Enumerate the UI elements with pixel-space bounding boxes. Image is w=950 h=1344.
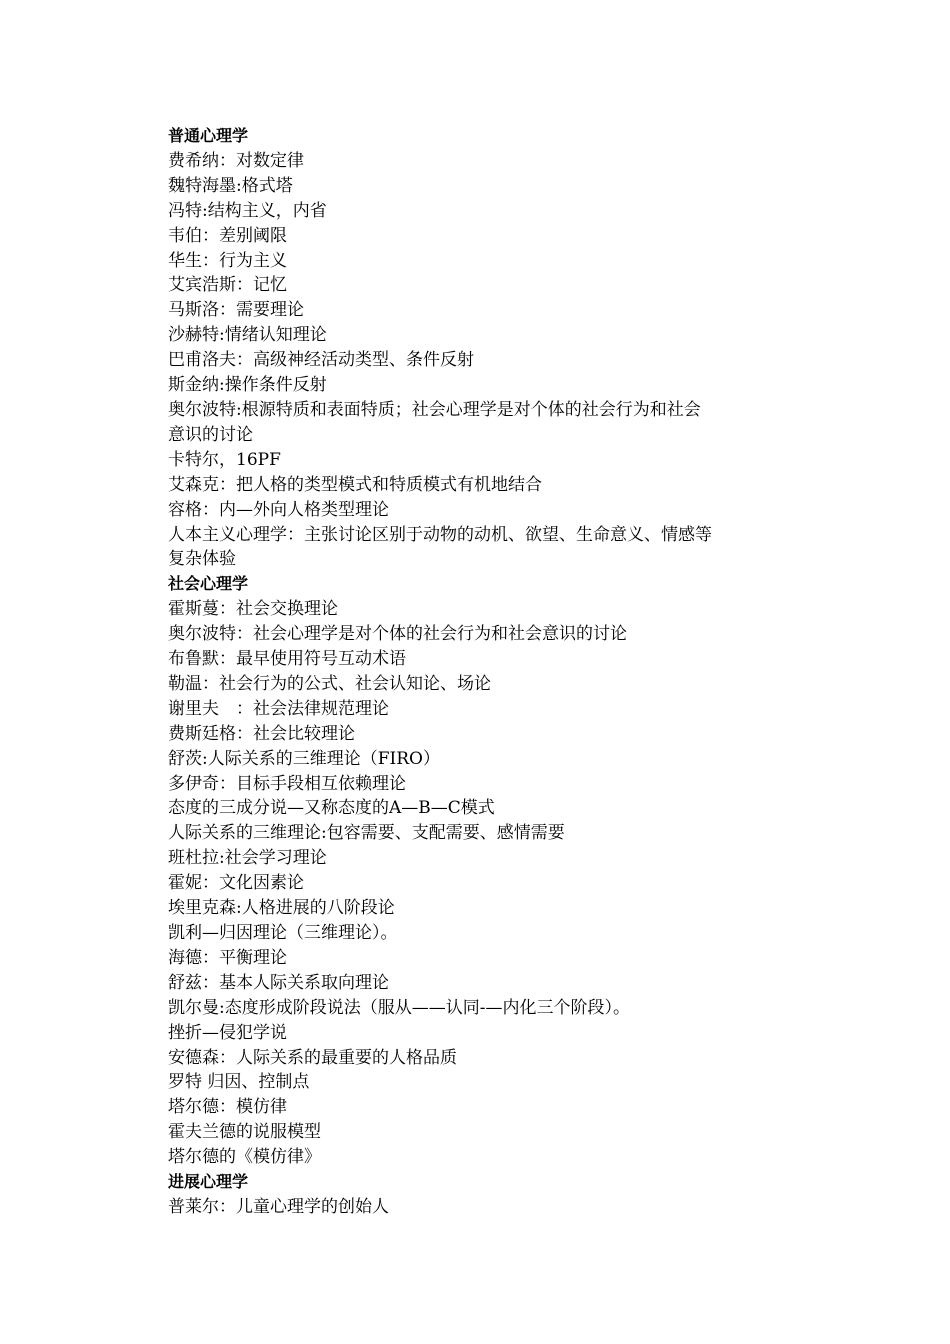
text-line: 罗特 归因、控制点	[168, 1072, 310, 1093]
text-line: 普莱尔：儿童心理学的创始人	[168, 1196, 389, 1217]
text-line: 意识的讨论	[168, 424, 253, 445]
text-line: 谢里夫 ：社会法律规范理论	[168, 698, 389, 719]
text-line: 沙赫特:情绪认知理论	[168, 325, 327, 346]
text-line: 韦伯：差别阈限	[168, 225, 287, 246]
text-line: 霍妮：文化因素论	[168, 873, 304, 894]
text-line: 巴甫洛夫：高级神经活动类型、条件反射	[168, 350, 474, 371]
text-line: 魏特海墨:格式塔	[168, 175, 293, 196]
text-line: 艾森克：把人格的类型模式和特质模式有机地结合	[168, 474, 542, 495]
text-line: 布鲁默：最早使用符号互动术语	[168, 649, 406, 670]
section-heading: 进展心理学	[168, 1172, 249, 1192]
text-line: 态度的三成分说—又称态度的A—B—C模式	[168, 798, 495, 819]
text-line: 费希纳：对数定律	[168, 150, 304, 171]
text-line: 勒温：社会行为的公式、社会认知论、场论	[168, 673, 491, 694]
text-line: 霍夫兰德的说服模型	[168, 1122, 321, 1143]
text-line: 艾宾浩斯：记忆	[168, 275, 287, 296]
text-line: 斯金纳:操作条件反射	[168, 375, 327, 396]
text-line: 舒兹：基本人际关系取向理论	[168, 972, 389, 993]
text-line: 塔尔德的《模仿律》	[168, 1147, 321, 1168]
text-line: 安德森：人际关系的最重要的人格品质	[168, 1047, 457, 1068]
text-line: 容格：内—外向人格类型理论	[168, 499, 389, 520]
text-line: 班杜拉:社会学习理论	[168, 848, 327, 869]
section-heading: 普通心理学	[168, 126, 249, 145]
text-line: 复杂体验	[168, 549, 236, 570]
text-line: 人际关系的三维理论:包容需要、支配需要、感情需要	[168, 823, 565, 844]
text-line: 冯特:结构主义，内省	[168, 200, 327, 221]
text-line: 人本主义心理学：主张讨论区别于动物的动机、欲望、生命意义、情感等	[168, 524, 712, 545]
text-line: 塔尔德：模仿律	[168, 1097, 287, 1118]
text-line: 奥尔波特:根源特质和表面特质；社会心理学是对个体的社会行为和社会	[168, 399, 701, 420]
document-page	[168, 124, 808, 1220]
text-line: 凯利—归因理论（三维理论）。	[168, 923, 398, 943]
text-line: 霍斯蔓：社会交换理论	[168, 599, 338, 620]
text-line: 费斯廷格：社会比较理论	[168, 723, 355, 744]
text-line: 卡特尔，16PF	[168, 449, 281, 470]
text-line: 埃里克森:人格进展的八阶段论	[168, 898, 395, 919]
section-heading: 社会心理学	[168, 574, 249, 594]
text-line: 凯尔曼:态度形成阶段说法（服从——认同-—内化三个阶段）。	[168, 997, 630, 1018]
text-line: 海德：平衡理论	[168, 947, 287, 968]
text-line: 奥尔波特：社会心理学是对个体的社会行为和社会意识的讨论	[168, 624, 627, 645]
text-line: 马斯洛：需要理论	[168, 300, 304, 321]
text-line: 挫折—侵犯学说	[168, 1022, 287, 1043]
text-line: 华生：行为主义	[168, 250, 287, 271]
text-line: 舒茨:人际关系的三维理论（FIRO）	[168, 748, 440, 769]
text-line: 多伊奇：目标手段相互依赖理论	[168, 773, 406, 794]
